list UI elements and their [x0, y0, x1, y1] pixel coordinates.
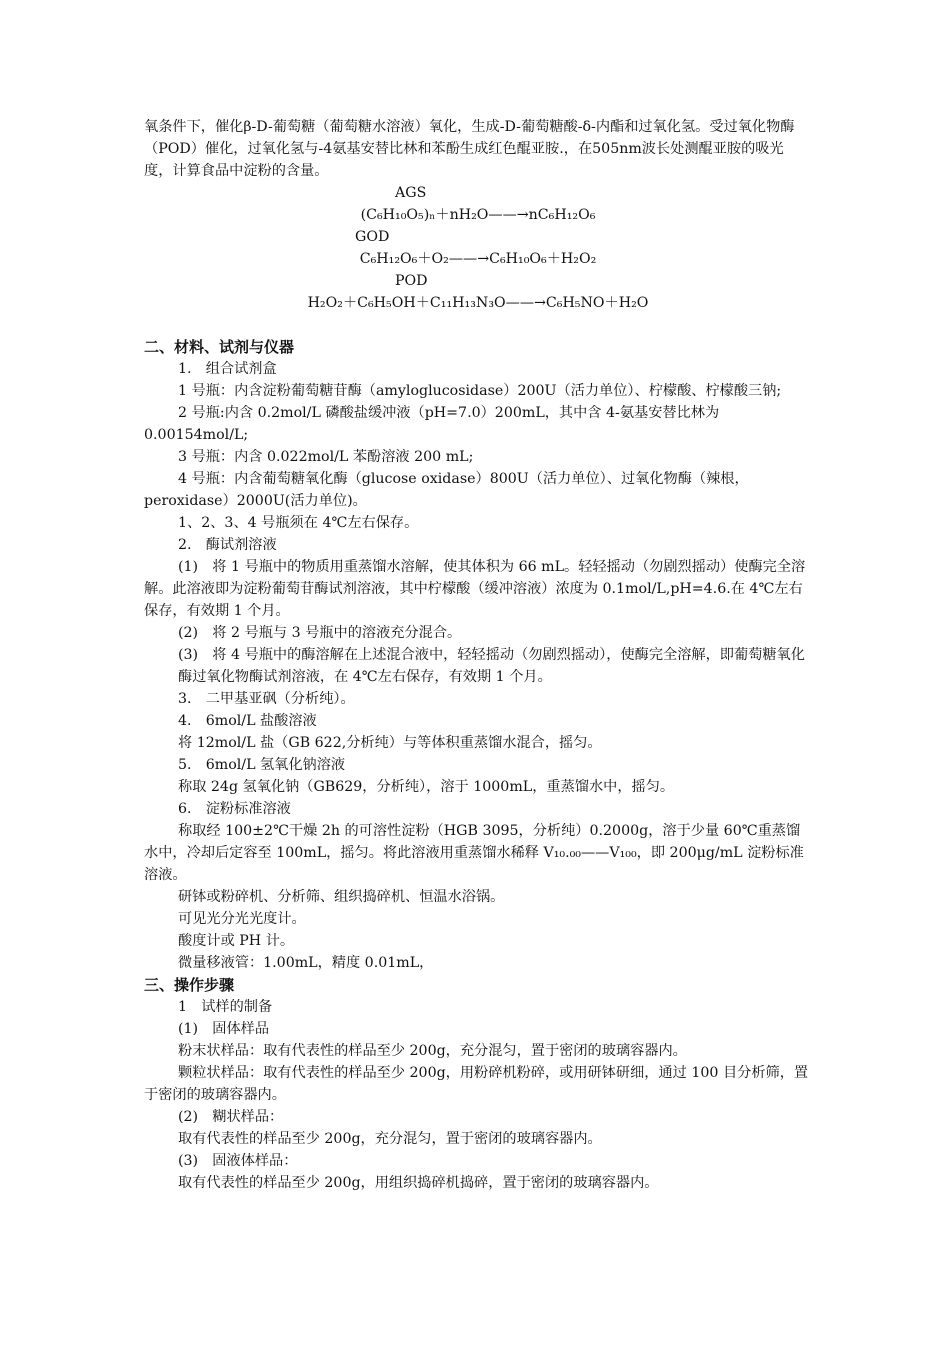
intro-paragraph: 氧条件下，催化β-D-葡萄糖（葡萄糖水溶液）氧化，生成-D-葡萄糖酸-δ-内酯和过氧化氢。受过氧化物酶（POD）催化，过氧化氢与-4氨基安替比林和苯酚生成红色醌亚胺.，在505nm波长处测醌亚胺的吸光度，计算食品中淀粉的含量。: [144, 119, 795, 179]
list-item: (2) 将 2 号瓶与 3 号瓶中的溶液充分混合。: [178, 625, 462, 641]
list-item: (2) 糊状样品：: [178, 1109, 284, 1125]
list-item: 4. 6mol/L 盐酸溶液: [178, 713, 317, 729]
list-item: 研钵或粉碎机、分析筛、组织捣碎机、恒温水浴锅。: [178, 889, 505, 905]
document-body: [144, 116, 812, 1194]
list-item: 5. 6mol/L 氢氧化钠溶液: [178, 757, 346, 773]
list-item: 2. 酶试剂溶液: [178, 537, 277, 553]
enzyme-label-ags: AGS: [395, 185, 427, 201]
list-item: 1 试样的制备: [178, 999, 273, 1015]
list-item: 颗粒状样品：取有代表性的样品至少 200g，用粉碎机粉碎，或用研钵研细，通过 100 目分析筛，置于密闭的玻璃容器内。: [144, 1065, 809, 1103]
section-heading-procedure: 三、操作步骤: [144, 976, 235, 994]
list-item: 4 号瓶：内含葡萄糖氧化酶（glucose oxidase）800U（活力单位）、过氧化物酶（辣根，peroxidase）2000U(活力单位)。: [144, 471, 749, 509]
enzyme-label-god: GOD: [355, 229, 390, 245]
list-item: 6. 淀粉标准溶液: [178, 801, 291, 817]
list-item: 2 号瓶:内含 0.2mol/L 磷酸盐缓冲液（pH=7.0）200mL，其中含 4-氨基安替比林为 0.00154mol/L;: [144, 405, 720, 443]
reaction-equation-2: C₆H₁₂O₆＋O₂——→C₆H₁₀O₆＋H₂O₂: [359, 251, 597, 267]
list-item: (3) 将 4 号瓶中的酶溶解在上述混合液中，轻轻摇动（勿剧烈摇动），使酶完全溶解，即葡萄糖氧化: [178, 647, 805, 663]
section-heading-materials: 二、材料、试剂与仪器: [144, 338, 295, 356]
list-item: 称取 24g 氢氧化钠（GB629，分析纯），溶于 1000mL，重蒸馏水中，摇匀。: [178, 779, 675, 795]
list-item: 取有代表性的样品至少 200g，充分混匀，置于密闭的玻璃容器内。: [178, 1131, 602, 1147]
list-item: 微量移液管：1.00mL，精度 0.01mL，: [178, 955, 434, 971]
list-item: 称取经 100±2℃干燥 2h 的可溶性淀粉（HGB 3095，分析纯）0.2000g，溶于少量 60℃重蒸馏水中，冷却后定容至 100mL，摇匀。将此溶液用重蒸馏水稀释 V₁₀.₀₀——V₁₀₀，即 200μg/mL 淀粉标准溶液。: [144, 823, 804, 883]
reaction-equation-3: H₂O₂＋C₆H₅OH＋C₁₁H₁₃N₃O——→C₆H₅NO＋H₂O: [307, 295, 649, 311]
list-item: (3) 固液体样品：: [178, 1153, 298, 1169]
list-item: 3. 二甲基亚砜（分析纯）。: [178, 691, 355, 707]
list-item: 1 号瓶：内含淀粉葡萄糖苷酶（amyloglucosidase）200U（活力单位）、柠檬酸、柠檬酸三钠;: [178, 383, 782, 399]
list-item: 可见光分光光度计。: [178, 911, 306, 927]
list-item: 3 号瓶：内含 0.022mol/L 苯酚溶液 200 mL;: [178, 449, 474, 465]
list-item: 1、2、3、4 号瓶须在 4℃左右保存。: [178, 515, 419, 531]
list-item: 将 12mol/L 盐（GB 622,分析纯）与等体积重蒸馏水混合，摇匀。: [178, 735, 602, 751]
reaction-equation-1: (C₆H₁₀O₅)ₙ＋nH₂O——→nC₆H₁₂O₆: [360, 207, 596, 223]
list-item: (1) 将 1 号瓶中的物质用重蒸馏水溶解，使其体积为 66 mL。轻轻摇动（勿剧烈摇动）使酶完全溶解。此溶液即为淀粉葡萄苷酶试剂溶液，其中柠檬酸（缓冲溶液）浓度为 0.1mol/L,pH=4.6.在 4℃左右保存，有效期 1 个月。: [144, 559, 806, 619]
list-item: 酸度计或 PH 计。: [178, 933, 295, 949]
enzyme-label-pod: POD: [395, 273, 428, 289]
list-item: 酶过氧化物酶试剂溶液，在 4℃左右保存，有效期 1 个月。: [178, 669, 552, 685]
list-item: 粉末状样品：取有代表性的样品至少 200g，充分混匀，置于密闭的玻璃容器内。: [178, 1043, 687, 1059]
list-item: 取有代表性的样品至少 200g，用组织捣碎机捣碎，置于密闭的玻璃容器内。: [178, 1175, 659, 1191]
list-item: (1) 固体样品: [178, 1021, 270, 1037]
list-item: 1. 组合试剂盒: [178, 361, 277, 377]
